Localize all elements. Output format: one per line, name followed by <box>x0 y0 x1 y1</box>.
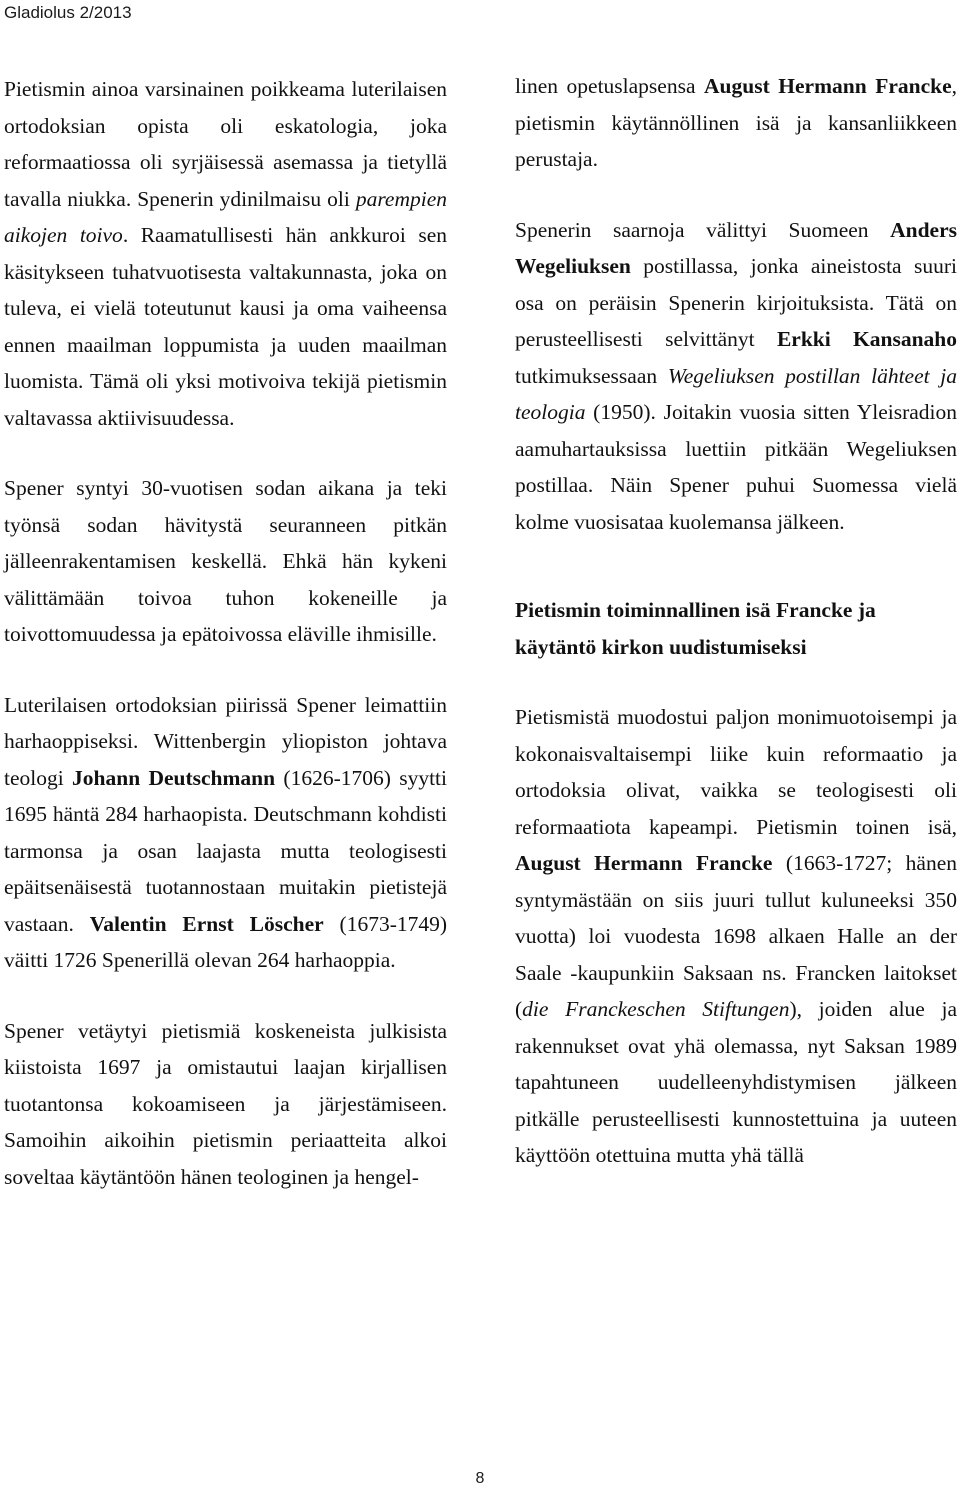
paragraph-withdrawal <box>4 1013 447 1196</box>
bold-name: August Hermann Francke <box>704 74 952 98</box>
page-number: 8 <box>475 1470 485 1487</box>
text-run: Luterilaisen ortodoksian piirissä Spener leimattiin harhaoppiseksi. Wittenbergin yliopiston johtava teologi <box>4 692 447 790</box>
paragraph-francke-foundations <box>515 699 957 1174</box>
bold-name: Valentin Ernst Löscher <box>89 911 324 936</box>
right-column <box>515 68 957 1174</box>
text-run: Spenerin saarnoja välittyi Suomeen <box>515 217 891 242</box>
text-run: tutkimuksessaan <box>515 363 668 388</box>
left-column <box>4 71 447 1195</box>
text-run: (1950). Joitakin vuosia sitten Yleisradion aamuhartauksissa luettiin pitkään Wegeliuksen postillaa. Näin Spener puhui Suomessa vielä kolme vuosisataa kuolemansa jälkeen. <box>515 400 957 534</box>
section-heading: Pietismin toiminnallinen isä Francke ja käytäntö kirkon uudistumiseksi <box>515 598 876 659</box>
italic-term: parempien aikojen toivo <box>4 186 447 247</box>
paragraph-thirty-years-war <box>4 470 447 653</box>
italic-title: Wegeliuksen postillan lähteet ja teologia <box>515 363 957 424</box>
bold-name: Erkki Kansanaho <box>776 327 958 351</box>
bold-name: Anders Wegeliuksen <box>515 217 957 278</box>
text-run: (1663-1727; hänen syntymästään on siis juuri tullut kuluneeksi 350 vuotta) loi vuodesta 1698 alkaen Halle an der Saale -kaupunkiin Saksaan ns. Francken laitokset ( <box>515 851 957 1021</box>
text-run: Spener vetäytyi pietismiä koskeneista julkisista kiistoista 1697 ja omistautui laajan kirjallisen tuotantonsa kokoamiseen ja järjestämiseen. Samoihin aikoihin pietismin periaatteita alkoi soveltaa käytäntöön hänen teologinen ja hengel- <box>4 1018 447 1189</box>
journal-header: Gladiolus 2/2013 <box>4 3 132 22</box>
bold-name: Johann Deutschmann <box>72 765 276 790</box>
bold-name: August Hermann Francke <box>515 851 773 875</box>
text-run: ), joiden alue ja rakennukset ovat yhä olemassa, nyt Saksan 1989 tapahtuneen uudelleenyhdistymisen jälkeen pitkälle perusteellisesti kunnostettuina ja uuteen käyttöön otettuina mutta yhä tällä <box>515 997 957 1167</box>
paragraph-heresy <box>4 687 447 979</box>
paragraph-francke-intro <box>515 68 957 178</box>
text-run: linen opetuslapsensa <box>515 74 705 98</box>
text-run: Pietismin ainoa varsinainen poikkeama luterilaisen ortodoksian opista oli eskatologia, joka reformaatiossa oli syrjäisessä asemassa ja tietyllä tavalla niukka. Spenerin ydinilmaisu oli <box>4 77 447 211</box>
text-run: (1626-1706) syytti 1695 häntä 284 harhaopista. Deutschmann kohdisti tarmonsa ja osan laajasta mutta teologisesti epäitsenäisestä tuotannostaan muitakin pietistejä vastaan. <box>4 765 447 936</box>
text-run: postillassa, jonka aineistosta suuri osa on peräisin Spenerin kirjoituksista. Tätä on perusteellisesti selvittänyt <box>515 254 957 351</box>
text-run: Pietismistä muodostui paljon monimuotoisempi ja kokonaisvaltaisempi liike kuin reformaatio ja ortodoksia olivat, vaikka se teologisesti oli reformaatiota kapeampi. Pietismin toinen isä, <box>515 705 957 839</box>
text-run: (1673-1749) väitti 1726 Spenerillä olevan 264 harhaoppia. <box>4 911 448 972</box>
italic-term: die Franckeschen Stiftungen <box>522 997 790 1021</box>
paragraph-wegelius <box>515 212 957 541</box>
text-run: Spener syntyi 30-vuotisen sodan aikana ja teki työnsä sodan hävitystä seuranneen pitkän jälleenrakentamisen keskellä. Ehkä hän kykeni välittämään toivoa tuhon kokeneille ja toivottomuudessa ja epätoivossa eläville ihmisille. <box>4 476 447 646</box>
text-run: , pietismin käytännöllinen isä ja kansanliikkeen perustaja. <box>515 74 957 171</box>
text-run: . Raamatullisesti hän ankkuroi sen käsitykseen tuhatvuotisesta valtakunnasta, joka on tuleva, ei vielä toteutunut kausi ja oma vaiheensa ennen maailman loppumista ja uuden maailman luomista. Tämä oli yksi motivoiva tekijä pietismin valtavassa aktiivisuudessa. <box>4 223 447 430</box>
paragraph-eschatology <box>4 71 447 436</box>
